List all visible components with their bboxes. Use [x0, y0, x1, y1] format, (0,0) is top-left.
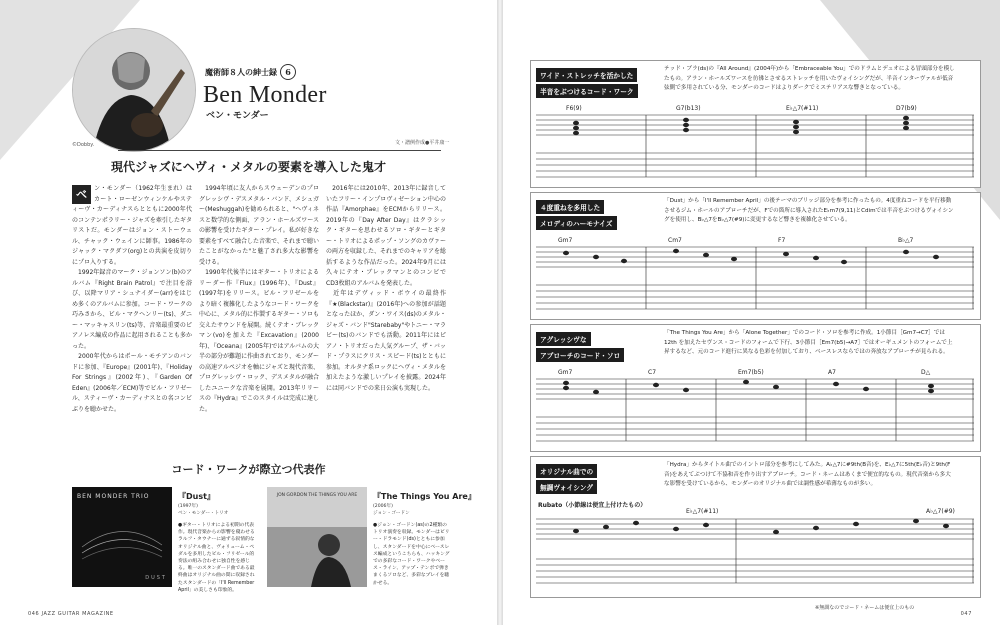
right-page	[503, 0, 1000, 625]
chord-symbol: F6(9)	[566, 105, 582, 112]
chord-symbol: E♭△7(#11)	[686, 508, 719, 515]
series-label	[205, 64, 296, 80]
panel-description: 「Hydra」からタイトル曲でのイントロ部分を参考にしてみた。A♭△7に#9th(B音)を、E♭△7に5th(E♭音)と9th(F音)をあえてぶつけて不協和音を作り出すアプローチ。コード・ネームはあくまで便宜的なもの。現代音楽から多大な影響を受けているから、モンダーのオリジナル曲では調性感が希薄なものが多い。	[664, 462, 951, 487]
album-cover-text: JON GORDON THE THINGS YOU ARE	[276, 493, 358, 498]
page-folio-left: 046 JAZZ GUITAR MAGAZINE	[28, 611, 114, 617]
example-panel-3	[530, 324, 981, 452]
body-text-1: ン・モンダー（1962年生まれ）はカート・ローゼンウィンケルやスティーヴ・カーディナスらとともに2000年代のコンテンポラリー・ジャズを牽引したギタリストだ。モンダーはジョン・ストーウェル、チャック・ウェインに師事。1986年のジャック・マクダフ(org)との共演を皮切りにプロ入りする。 1992年録音のマーク・ジョンソン(b)のアルバム『Right Brain Patrol』で注目を浴び、以降マリア・シュナイダー(arr)をはじめ多くのアルバムに参加。コード・ワークの巧みさから、ビル・マクヘンリー(ts)、ダニー・マッキャスリン(ts)等、音楽最重要のピアノレス編成の作品に起用されることも多かった。 2000年代からはポール・モチアンのバンドに参加、『Europe』(2001年)、『Holiday For Strings』(2002年)、『Garden Of Eden』(2006年／ECM)等でビル・フリゼール、スティーヴ・カーディナスとの名コンビぶりを聴かせた。	[72, 185, 192, 413]
panel-label	[536, 332, 660, 364]
panel-label-line-2: アプローチのコード・ソロ	[536, 348, 624, 362]
album-meta-dust	[178, 503, 228, 517]
album-cover-text: BEN MONDER TRIO	[77, 493, 150, 500]
chord-symbol: A♭△7(#9)	[926, 508, 955, 515]
album-cover-subtitle: DUST	[145, 575, 167, 581]
panel-label-line-1: アグレッシヴな	[536, 332, 591, 346]
album-desc-dust: ●ギター・トリオによる初期の代表作。現代音楽からの影響を窺わせるラルフ・タウナーに通ずる叙情的なオリジナル曲と、ヴォリューム・ペダルを多用したビル・フリゼール的奏法の組み合わせに独自性を感じる。唯一のスタンダード曲である最終曲はオリジナル曲の間に収録されたスタンダードの「I'll Remember April」の美しさも印象的。	[178, 523, 255, 593]
music-staff	[536, 101, 974, 181]
album-meta-things-you-are	[373, 503, 410, 517]
chord-symbol: G7(b13)	[676, 105, 701, 112]
tempo-marking: Rubato（小節線は便宜上付けたもの）	[538, 502, 647, 509]
left-page	[0, 0, 497, 625]
panel-label-line-2: 無調ヴォイシング	[536, 480, 597, 494]
chord-symbol: A7	[828, 369, 836, 376]
panel-label-line-2: 半音をぶつけるコード・ワーク	[536, 84, 638, 98]
artist-name-ja: ベン・モンダー	[206, 111, 269, 121]
artist-name-en: Ben Monder	[203, 82, 327, 108]
album-year: (2006年)	[373, 504, 393, 509]
music-staff	[536, 365, 974, 445]
panel-label-line-1: オリジナル曲での	[536, 464, 597, 478]
dropcap: ベ	[72, 185, 91, 204]
album-artist: ベン・モンダー・トリオ	[178, 511, 229, 516]
body-text-2: 1994年頃に友人からスウェーデンのプログレッシヴ・デスメタル・バンド、メシュガー(Meshuggah)を勧められると、"ヘヴィネスと数学的な側面、アラン・ホールズワースの影響を受けたギター・プレイ。私が好きな要素をすべて融合した音楽で、それまで聴いたことがなかった"と魅了され多大な影響を受ける。 1990年代後半にはギター・トリオによるリーダー作『Flux』(1996年)、『Dust』(1997年)をリリース。ビル・フリゼールをより暗く複雑化したようなコード・ワークを中心に、メタル的に作製するギター・ソロも交えたサウンドを展開。続くテオ・ブレックマン(vo)を加えた『Excavation』(2000年)、『Oceana』(2005年)ではアルバムの大半の部分が難題に作曲されており、モンダーの高速アルペジオを軸にジャズと現代音楽、プログレッシヴ・ロック、デスメタルが融合したユニークな音楽を展開。2013年リリースの『Hydra』でこのスタイルは完成に達した。	[199, 185, 320, 413]
panel-label-line-1: ４度重ねを多用した	[536, 200, 604, 214]
chord-symbol: Cm7	[668, 237, 682, 244]
body-column-3	[326, 184, 446, 394]
footnote: ※無調なのでコード・ネームは便宜上のもの	[815, 605, 915, 611]
album-title-dust: 『Dust』	[178, 492, 215, 501]
divider	[118, 150, 441, 151]
example-panel-4	[530, 456, 981, 598]
chord-symbol: F7	[778, 237, 786, 244]
example-panel-2	[530, 192, 981, 320]
panel-label-line-1: ワイド・ストレッチを活かした	[536, 68, 637, 82]
body-column-2	[199, 184, 319, 415]
panel-description: テッド・ブラ(ds)の『All Around』(2004年)から「Embraceable You」でのドラムとデュオによる冒頭部分を模したもの。アラン・ホールズワースを彷彿とさせるストレッチを用いたヴォイシングだが、半音インターヴァルが低音弦側で多用されている分、モンダーのコードはよりダークでミステリアスな響きとなっている。	[664, 66, 955, 91]
panel-label	[536, 200, 660, 232]
series-title: 魔術師８人の紳士録	[205, 67, 277, 77]
panel-description: 「Dust」から「I'll Remember April」の後テーマのブリッジ部分を参考に作ったもの。4度重ねコードを平行移動させるジム・ホールのアプローチだが、Fでの箇所に導入されたE♭m7(9,11)とCdimでは半音をぶつけるヴォイシングを使用し、B♭△7をB♭△7(#9)に変更するなど響きを複雑化させている。	[664, 198, 954, 223]
panel-description: 「The Things You Are」から「Alone Together」でのコード・ソロを参考に作成。1小節目［Gm7→C7］では12th を加えたセヴンス・コードのフォームで下行、3小節目［Em7(b5)→A7］ではオーギュメントのフォームで上昇するなど、元のコード進行に異なる色彩を付加しており、ベースレスならではの奔放なアプローチが見られる。	[664, 330, 953, 355]
headline: 現代ジャズにヘヴィ・メタルの要素を導入した鬼才	[110, 160, 387, 174]
albums-subheading: コード・ワークが際立つ代表作	[171, 463, 326, 476]
album-title-things-you-are: 『The Things You Are』	[373, 492, 476, 501]
album-desc-things-you-are: ●ジョン・ゴードン(as)の2種類のトリオ演奏を収録。モンダーはビリー・ドラモンド(ds)とともに参加し、スタンダードを中心にベースレス編成というこちらも、ハッキングでの多彩なコード・ワークやベース・ライン、アップ・テンポで弾きまくるソロなど、多彩なプレイを聴かせる。	[373, 523, 450, 586]
page-folio-right: 047	[960, 611, 972, 617]
chord-symbol: D△	[921, 369, 931, 376]
body-column-1	[72, 184, 192, 415]
chord-symbol: C7	[648, 369, 657, 376]
album-cover-things-you-are	[267, 487, 367, 587]
panel-label-line-2: メロディのハーモナイズ	[536, 216, 617, 230]
example-panel-1	[530, 60, 981, 188]
album-cover-dust	[72, 487, 172, 587]
body-text-3: 2016年には2010年、2013年に録音していたフリー・インプロヴィゼーション中心の作品『Amorphae』をECMからリリース。2019年の『Day After Day』はクラシック・ギターを思わせるソロ・ギターとギター・トリオによるポップ・ソングのカヴァーの両方を収録した、それまでのキャリアを総括するような作品だった。2024年9月には久々にテオ・ブレックマンとのコンビでCD3枚組のアルバムを発表した。 近年はデヴィッド・ボウイの最終作『★(Blackstar)』(2016年)への参加が話題となったほか、ダン・ワイス(ds)のメタル・ジャズ・バンド"Starebaby"やトニー・マラビー(ts)のバンドでも活動。2011年にはピアノ・トリオだった人気グループ、ザ・バッド・プラスにクリス・スピード(ts)とともに参加。オルタナ系ロックにヘヴィ・メタルを加えたような激しいプレイを披露。2024年には同バンドでの来日公演も実現した。	[326, 185, 447, 392]
chord-symbol: Gm7	[558, 369, 573, 376]
series-number: 6	[280, 64, 296, 80]
chord-symbol: Gm7	[558, 237, 573, 244]
music-staff	[536, 499, 974, 589]
album-year: (1997年)	[178, 504, 198, 509]
author-credit: 文・譜例作成●平井康一	[395, 140, 450, 146]
chord-symbol: E♭△7(#11)	[786, 105, 819, 112]
photo-credit: ©Dobby.	[72, 142, 95, 148]
artist-portrait	[72, 28, 196, 152]
chord-symbol: B♭△7	[898, 237, 914, 244]
panel-label	[536, 464, 660, 496]
panel-label	[536, 68, 660, 100]
music-staff	[536, 233, 974, 313]
chord-symbol: Em7(b5)	[738, 369, 764, 376]
chord-symbol: D7(b9)	[896, 105, 917, 112]
album-artist: ジョン・ゴードン	[373, 511, 410, 516]
